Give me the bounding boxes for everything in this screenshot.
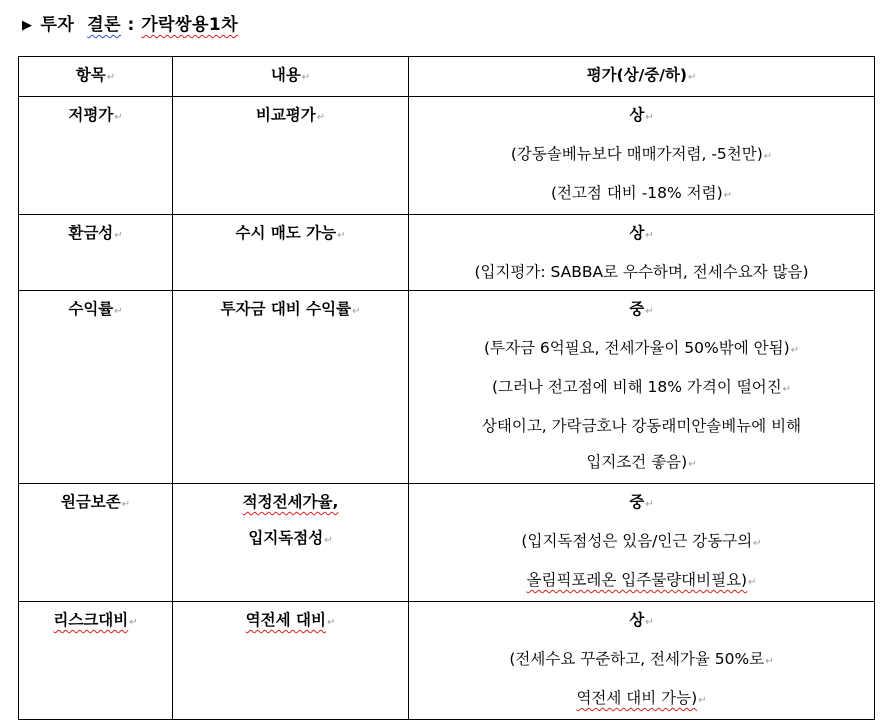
row-category: 환금성↵ bbox=[19, 215, 173, 291]
row-detail-line: 올림픽포레온 입주물량대비필요)↵ bbox=[526, 571, 757, 589]
section-heading bbox=[22, 10, 238, 35]
row-detail-line: (입지평가: SABBA로 우수하며, 전세수요자 많음) bbox=[474, 263, 809, 281]
row-category: 수익률↵ bbox=[19, 291, 173, 484]
row-detail-line: (그러나 전고점에 비해 18% 가격이 떨어진↵ bbox=[491, 378, 792, 396]
row-detail-line: 입지조건 좋음)↵ bbox=[586, 453, 697, 471]
row-content-line: 입지독점성↵ bbox=[248, 529, 333, 547]
table-row bbox=[19, 97, 875, 215]
triangle-bullet-icon: ▶ bbox=[22, 18, 33, 33]
row-evaluation bbox=[409, 291, 875, 484]
row-category: 리스크대비↵ bbox=[19, 602, 173, 720]
row-category: 저평가↵ bbox=[19, 97, 173, 215]
row-content-line: 적정전세가율, bbox=[242, 493, 339, 511]
row-content: 투자금 대비 수익률↵ bbox=[173, 291, 409, 484]
row-category: 원금보존↵ bbox=[19, 484, 173, 602]
table-row bbox=[19, 602, 875, 720]
row-content bbox=[173, 484, 409, 602]
row-evaluation bbox=[409, 215, 875, 291]
row-detail-line: (입지독점성은 있음/인근 강동구의↵ bbox=[521, 532, 762, 550]
row-evaluation bbox=[409, 97, 875, 215]
row-grade: 중↵ bbox=[629, 493, 654, 511]
row-evaluation bbox=[409, 484, 875, 602]
table-header-row bbox=[19, 57, 875, 97]
row-detail-line: (강동솔베뉴보다 매매가저렴, -5천만)↵ bbox=[510, 145, 773, 163]
row-detail-line: (투자금 6억필요, 전세가율이 50%밖에 안됨)↵ bbox=[483, 339, 800, 357]
heading-target: 가락쌍용1차 bbox=[141, 15, 239, 35]
row-grade: 상↵ bbox=[629, 106, 654, 124]
heading-separator: : bbox=[127, 15, 135, 35]
row-evaluation bbox=[409, 602, 875, 720]
heading-word: 결론 bbox=[87, 15, 122, 35]
header-category: 항목↵ bbox=[19, 57, 173, 97]
header-content: 내용↵ bbox=[173, 57, 409, 97]
row-grade: 중↵ bbox=[629, 300, 654, 318]
row-content: 비교평가↵ bbox=[173, 97, 409, 215]
table-row bbox=[19, 484, 875, 602]
header-evaluation: 평가(상/중/하)↵ bbox=[409, 57, 875, 97]
row-grade: 상↵ bbox=[629, 224, 654, 242]
table-row bbox=[19, 215, 875, 291]
row-content: 수시 매도 가능↵ bbox=[173, 215, 409, 291]
row-detail-line: (전세수요 꾸준하고, 전세가율 50%로↵ bbox=[509, 650, 774, 668]
investment-evaluation-table bbox=[18, 56, 875, 720]
row-detail-line: 상태이고, 가락금호나 강동래미안솔베뉴에 비해 bbox=[481, 417, 802, 435]
heading-prefix: 투자 bbox=[40, 15, 75, 35]
row-content: 역전세 대비↵ bbox=[173, 602, 409, 720]
table-row bbox=[19, 291, 875, 484]
row-detail-line: (전고점 대비 -18% 저렴)↵ bbox=[550, 184, 733, 202]
row-grade: 상↵ bbox=[629, 611, 654, 629]
row-detail-line: 역전세 대비 가능)↵ bbox=[576, 689, 707, 707]
